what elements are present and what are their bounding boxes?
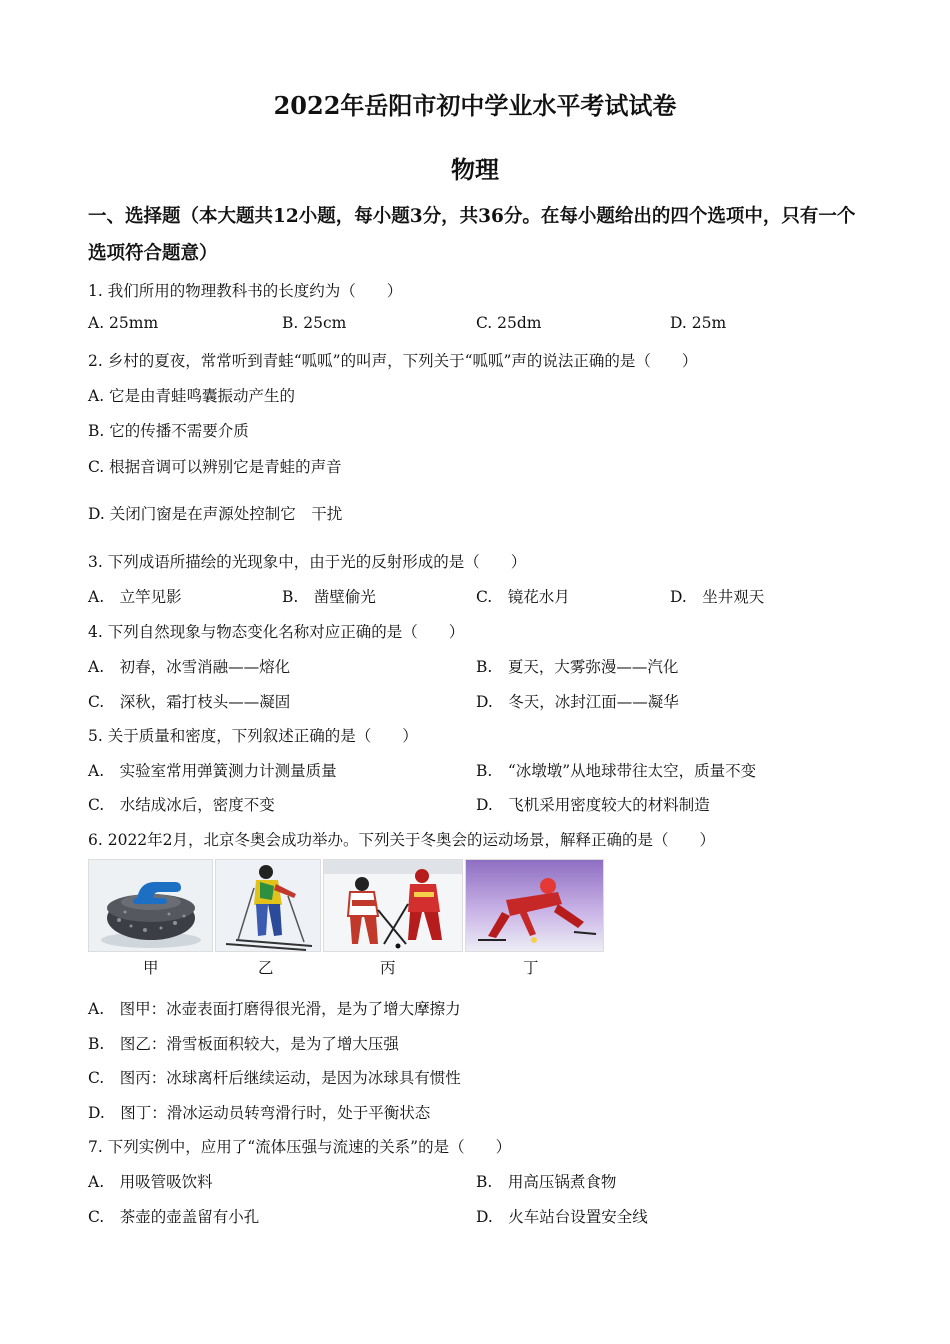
ice-hockey-image (323, 859, 463, 952)
q6-option-d: D. 图丁：滑冰运动员转弯滑行时，处于平衡状态 (88, 1104, 431, 1122)
question-4-stem: 4. 下列自然现象与物态变化名称对应正确的是（ ） (88, 623, 465, 641)
caption-bing: 丙 (380, 959, 396, 977)
q2-option-a: A. 它是由青蛙鸣囊振动产生的 (88, 387, 296, 405)
q4-option-b: B. 夏天，大雾弥漫——汽化 (476, 658, 679, 676)
q4-option-c: C. 深秋，霜打枝头——凝固 (88, 693, 291, 711)
q5-option-d: D. 飞机采用密度较大的材料制造 (476, 796, 710, 814)
curling-stone-image (88, 859, 213, 952)
q5-option-c: C. 水结成冰后，密度不变 (88, 796, 275, 814)
q3-option-b: B. 凿壁偷光 (282, 588, 376, 606)
question-2-stem: 2. 乡村的夏夜，常常听到青蛙“呱呱”的叫声，下列关于“呱呱”声的说法正确的是（ ） (88, 352, 698, 370)
question-1-stem: 1. 我们所用的物理教科书的长度约为（ ） (88, 282, 403, 300)
q3-option-a: A. 立竿见影 (88, 588, 182, 606)
q2-option-d: D. 关闭门窗是在声源处控制它 干扰 (88, 505, 343, 523)
q1-option-d: D. 25m (670, 314, 727, 332)
q7-option-a: A. 用吸管吸饮料 (88, 1173, 213, 1191)
q4-option-d: D. 冬天，冰封江面——凝华 (476, 693, 679, 711)
subject-title: 物理 (451, 155, 499, 184)
question-5-stem: 5. 关于质量和密度，下列叙述正确的是（ ） (88, 727, 418, 745)
q7-option-c: C. 茶壶的壶盖留有小孔 (88, 1208, 260, 1226)
q3-option-c: C. 镜花水月 (476, 588, 570, 606)
speed-skater-image (465, 859, 604, 952)
q6-figure-strip (88, 859, 604, 952)
caption-yi: 乙 (258, 959, 274, 977)
q2-option-b: B. 它的传播不需要介质 (88, 422, 249, 440)
q1-option-a: A. 25mm (88, 314, 159, 332)
q7-option-d: D. 火车站台设置安全线 (476, 1208, 648, 1226)
caption-jia: 甲 (143, 959, 159, 977)
q3-option-d: D. 坐井观天 (670, 588, 765, 606)
question-7-stem: 7. 下列实例中，应用了“流体压强与流速的关系”的是（ ） (88, 1138, 512, 1156)
q5-option-a: A. 实验室常用弹簧测力计测量质量 (88, 762, 337, 780)
q1-option-b: B. 25cm (282, 314, 347, 332)
q6-option-c: C. 图丙：冰球离杆后继续运动，是因为冰球具有惯性 (88, 1069, 461, 1087)
exam-title: 2022年岳阳市初中学业水平考试试卷 (273, 91, 677, 120)
question-6-stem: 6. 2022年2月，北京冬奥会成功举办。下列关于冬奥会的运动场景，解释正确的是（ ） (88, 831, 716, 849)
skier-image (215, 859, 321, 952)
section-heading: 一、选择题（本大题共12小题，每小题3分，共36分。在每小题给出的四个选项中，只有一个选项符合题意） (88, 206, 856, 264)
q5-option-b: B. “冰墩墩”从地球带往太空，质量不变 (476, 762, 757, 780)
q6-option-a: A. 图甲：冰壶表面打磨得很光滑，是为了增大摩擦力 (88, 1000, 461, 1018)
q4-option-a: A. 初春，冰雪消融——熔化 (88, 658, 291, 676)
question-3-stem: 3. 下列成语所描绘的光现象中，由于光的反射形成的是（ ） (88, 553, 527, 571)
q6-option-b: B. 图乙：滑雪板面积较大，是为了增大压强 (88, 1035, 399, 1053)
q7-option-b: B. 用高压锅煮食物 (476, 1173, 617, 1191)
q2-option-c: C. 根据音调可以辨别它是青蛙的声音 (88, 458, 342, 476)
caption-ding: 丁 (523, 959, 539, 977)
q1-option-c: C. 25dm (476, 314, 542, 332)
